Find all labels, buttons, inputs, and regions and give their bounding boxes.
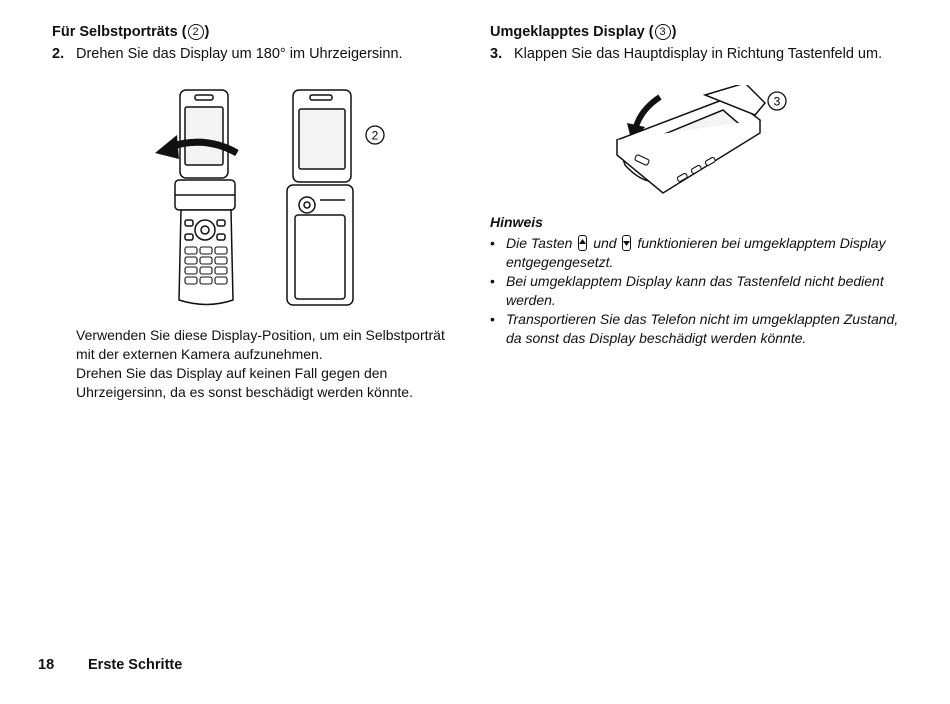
selfie-heading (52, 24, 462, 40)
step-number: 2. (52, 46, 65, 62)
folded-heading-text: Umgeklapptes Display ( (490, 24, 654, 40)
heading-close-paren: ) (204, 24, 210, 40)
rotate-display-illustration (145, 85, 395, 315)
selfie-heading-text: Für Selbstporträts ( (52, 24, 187, 40)
callout-2 (366, 126, 384, 144)
selfie-para-line-1: Verwenden Sie diese Display-Position, um ein Selbstporträt mit der externen Kamera aufzunehmen. (76, 327, 445, 362)
note-item-keypad (490, 272, 900, 310)
phone-rotated (287, 90, 353, 305)
right-column (490, 24, 910, 62)
section-title: Erste Schritte (88, 657, 183, 673)
page-footer (38, 657, 182, 673)
up-key-icon (578, 235, 587, 251)
step-text: Klappen Sie das Hauptdisplay in Richtung Tastenfeld um. (514, 46, 883, 62)
note-title: Hinweis (490, 214, 543, 230)
note-item-text: funktionieren bei umgeklapptem Display entgegengesetzt. (506, 235, 886, 270)
fold-display-illustration (605, 85, 805, 195)
note-box (490, 213, 900, 348)
svg-text:3: 3 (773, 94, 781, 109)
note-item-text: Die Tasten (506, 235, 573, 251)
note-item-text: Transportieren Sie das Telefon nicht im umgeklappten Zustand, da sonst das Display beschädigt werden könnte. (506, 311, 899, 346)
left-column (52, 24, 462, 62)
bullet: • (490, 311, 495, 327)
heading-circle-number: 2 (188, 24, 204, 40)
note-list (490, 234, 900, 348)
step-text: Drehen Sie das Display um 180° im Uhrzeigersinn. (76, 46, 403, 62)
note-item-text: und (593, 235, 617, 251)
svg-text:2: 2 (371, 128, 379, 143)
selfie-paragraph (76, 326, 466, 402)
down-key-icon (622, 235, 631, 251)
note-item-text: Bei umgeklapptem Display kann das Tastenfeld nicht bedient werden. (506, 273, 884, 308)
heading-close-paren: ) (671, 24, 677, 40)
step-number: 3. (490, 46, 503, 62)
folded-display-heading (490, 24, 910, 40)
step-2 (52, 46, 462, 62)
phone-rotating (175, 90, 235, 305)
selfie-para-line-2: Drehen Sie das Display auf keinen Fall gegen den Uhrzeigersinn, da es sonst beschädigt werden könnte. (76, 365, 413, 400)
bullet: • (490, 273, 495, 289)
phone-folded (617, 85, 765, 193)
bullet: • (490, 235, 495, 251)
page-number: 18 (38, 657, 55, 673)
note-item-keys (490, 234, 900, 272)
step-3 (490, 46, 910, 62)
heading-circle-number: 3 (655, 24, 671, 40)
note-item-transport (490, 310, 900, 348)
callout-3 (768, 92, 786, 110)
